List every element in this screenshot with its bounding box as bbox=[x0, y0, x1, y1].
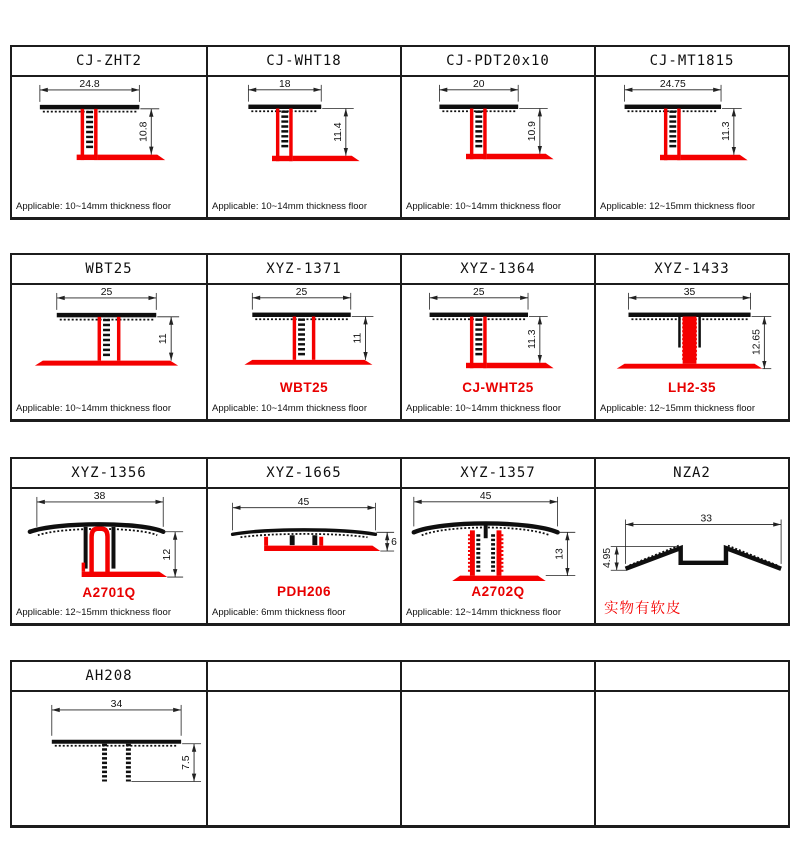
dimension-height bbox=[721, 109, 742, 155]
profile-drawing-cj-zht2 bbox=[12, 77, 206, 179]
table-2-body-row bbox=[12, 285, 788, 419]
top-cap bbox=[233, 530, 376, 537]
dimension-height bbox=[138, 109, 159, 155]
dimension-width bbox=[414, 491, 558, 527]
dimension-height bbox=[131, 744, 201, 782]
red-channel bbox=[82, 529, 168, 577]
product-name-header bbox=[206, 662, 400, 692]
width-value: 34 bbox=[110, 698, 123, 710]
red-base bbox=[264, 537, 380, 551]
empty-cell bbox=[594, 692, 788, 825]
product-cell-cj-wht18 bbox=[206, 77, 400, 217]
red-model-label: A2702Q bbox=[471, 584, 525, 600]
spec-table-3 bbox=[10, 457, 790, 626]
top-cap bbox=[40, 105, 139, 112]
red-model-label: PDH206 bbox=[276, 584, 332, 600]
applicable-text: Applicable: 12~15mm thickness floor bbox=[600, 403, 755, 414]
table-2-header-row bbox=[12, 255, 788, 285]
profile-drawing-cj-pdt20x10 bbox=[402, 77, 594, 178]
red-model-label: A2701Q bbox=[82, 584, 136, 600]
red-stem bbox=[678, 317, 701, 364]
legs bbox=[105, 744, 129, 782]
dimension-height bbox=[527, 317, 548, 363]
height-value: 6 bbox=[391, 537, 397, 549]
dimension-width bbox=[439, 79, 518, 102]
applicable-text: Applicable: 10~14mm thickness floor bbox=[212, 201, 367, 212]
product-name-header: AH208 bbox=[12, 662, 206, 692]
top-cap bbox=[252, 313, 350, 320]
height-value: 12.65 bbox=[751, 329, 763, 356]
dimension-width bbox=[57, 287, 156, 310]
product-name-header: CJ-PDT20x10 bbox=[400, 47, 594, 77]
red-model-label bbox=[12, 381, 206, 398]
table-4-body-row bbox=[12, 692, 788, 825]
profile-drawing-cj-wht18 bbox=[208, 77, 400, 178]
center-stem bbox=[484, 523, 488, 538]
profile-drawing-xyz-1357 bbox=[402, 489, 594, 590]
product-name-header: WBT25 bbox=[12, 255, 206, 285]
product-name-header: CJ-WHT18 bbox=[206, 47, 400, 77]
dimension-height bbox=[376, 532, 397, 551]
height-value: 12 bbox=[162, 548, 174, 561]
height-value: 11.3 bbox=[526, 329, 538, 349]
product-name-header: XYZ-1433 bbox=[594, 255, 788, 285]
spec-table-2 bbox=[10, 253, 790, 422]
product-name-header: XYZ-1356 bbox=[12, 459, 206, 489]
width-value: 20 bbox=[473, 78, 485, 90]
product-name-header: XYZ-1357 bbox=[400, 459, 594, 489]
black-inserts bbox=[478, 534, 493, 571]
red-model-label bbox=[12, 176, 206, 193]
height-value: 7.5 bbox=[181, 755, 193, 770]
height-value: 11.4 bbox=[332, 122, 344, 142]
red-note-text: 实物有软皮 bbox=[604, 601, 682, 617]
width-value: 24.75 bbox=[659, 78, 686, 90]
dimension-height bbox=[352, 317, 374, 360]
profile-drawing-cj-mt1815 bbox=[596, 77, 788, 178]
applicable-text: Applicable: 10~14mm thickness floor bbox=[16, 201, 171, 212]
top-cap bbox=[439, 105, 518, 112]
dimension-width bbox=[40, 79, 139, 102]
spec-table-4 bbox=[10, 660, 790, 828]
product-name-header: CJ-MT1815 bbox=[594, 47, 788, 77]
product-name-header: XYZ-1665 bbox=[206, 459, 400, 489]
applicable-text: Applicable: 10~14mm thickness floor bbox=[16, 403, 171, 414]
profile-drawing-xyz-1433 bbox=[596, 285, 788, 386]
product-cell-xyz-1357 bbox=[400, 489, 594, 623]
dimension-height bbox=[162, 532, 183, 577]
width-value: 35 bbox=[683, 286, 696, 298]
height-value: 11.3 bbox=[720, 121, 732, 141]
red-model-label: WBT25 bbox=[279, 380, 329, 396]
product-name-header: NZA2 bbox=[594, 459, 788, 489]
applicable-text: Applicable: 12~14mm thickness floor bbox=[406, 607, 561, 618]
product-cell-cj-mt1815 bbox=[594, 77, 788, 217]
product-cell-xyz-1433 bbox=[594, 285, 788, 419]
product-name-header: CJ-ZHT2 bbox=[12, 47, 206, 77]
dimension-width bbox=[37, 491, 163, 527]
dimension-height bbox=[322, 109, 354, 156]
red-model-label bbox=[208, 175, 400, 192]
top-cap bbox=[57, 313, 156, 320]
profile-drawing-xyz-1356 bbox=[12, 489, 206, 591]
empty-cell bbox=[400, 692, 594, 825]
width-value: 33 bbox=[700, 513, 713, 525]
product-cell-nza2 bbox=[594, 489, 788, 623]
dimension-width bbox=[430, 287, 528, 310]
top-cap bbox=[430, 313, 528, 320]
dimension-height bbox=[519, 109, 548, 154]
product-cell-xyz-1364 bbox=[400, 285, 594, 419]
product-cell-xyz-1665 bbox=[206, 489, 400, 623]
profile-drawing-xyz-1665 bbox=[208, 489, 400, 590]
dimension-width bbox=[52, 699, 181, 736]
red-model-label bbox=[596, 579, 788, 596]
applicable-text: Applicable: 12~15mm thickness floor bbox=[16, 607, 171, 618]
table-3-body-row bbox=[12, 489, 788, 623]
applicable-text: Applicable: 12~15mm thickness floor bbox=[600, 201, 755, 212]
black-clips bbox=[290, 535, 318, 545]
red-base bbox=[617, 364, 763, 369]
black-jaws bbox=[84, 527, 116, 569]
red-model-label bbox=[596, 175, 788, 192]
dimension-height bbox=[157, 317, 179, 361]
profile-drawing-wbt25 bbox=[12, 285, 206, 387]
top-cap bbox=[52, 740, 181, 746]
product-cell-ah208 bbox=[12, 692, 206, 825]
applicable-text bbox=[12, 809, 206, 825]
dimension-height bbox=[751, 317, 771, 369]
height-value: 10.8 bbox=[138, 121, 150, 142]
width-value: 25 bbox=[473, 286, 485, 298]
dimension-width bbox=[248, 79, 321, 102]
table-4-header-row bbox=[12, 662, 788, 692]
red-channel bbox=[452, 530, 546, 581]
profile-drawing-xyz-1364 bbox=[402, 285, 594, 386]
profile-drawing-ah208 bbox=[12, 692, 206, 794]
spec-table-1 bbox=[10, 45, 790, 220]
dimension-width bbox=[252, 287, 350, 310]
top-cap bbox=[248, 105, 321, 112]
profile-drawing-xyz-1371 bbox=[208, 285, 400, 386]
width-value: 45 bbox=[297, 496, 310, 508]
applicable-text: Applicable: 10~14mm thickness floor bbox=[212, 403, 367, 414]
height-value: 10.9 bbox=[526, 121, 538, 142]
profile-drawing-nza2 bbox=[596, 489, 788, 590]
width-value: 38 bbox=[93, 490, 106, 502]
table-3-header-row bbox=[12, 459, 788, 489]
product-cell-wbt25 bbox=[12, 285, 206, 419]
table-1-body-row bbox=[12, 77, 788, 217]
dimension-height bbox=[546, 532, 576, 575]
width-value: 25 bbox=[295, 286, 308, 298]
product-cell-xyz-1356 bbox=[12, 489, 206, 623]
width-value: 18 bbox=[279, 78, 291, 90]
red-model-label: CJ-WHT25 bbox=[462, 380, 534, 396]
empty-cell bbox=[206, 692, 400, 825]
dimension-width bbox=[628, 287, 750, 310]
dimension-width bbox=[233, 497, 376, 531]
red-model-label bbox=[12, 787, 206, 804]
height-value: 11 bbox=[352, 332, 364, 344]
product-name-header: XYZ-1371 bbox=[206, 255, 400, 285]
width-value: 25 bbox=[100, 286, 113, 298]
height-value: 13 bbox=[554, 548, 566, 560]
red-model-label bbox=[402, 175, 594, 192]
product-name-header bbox=[400, 662, 594, 692]
dimension-width bbox=[626, 513, 782, 563]
product-cell-xyz-1371 bbox=[206, 285, 400, 419]
product-name-header: XYZ-1364 bbox=[400, 255, 594, 285]
top-cap bbox=[625, 105, 721, 112]
product-cell-cj-pdt20x10 bbox=[400, 77, 594, 217]
product-cell-cj-zht2 bbox=[12, 77, 206, 217]
dimension-width bbox=[625, 79, 721, 102]
tray-profile bbox=[626, 546, 782, 569]
red-model-label: LH2-35 bbox=[667, 380, 716, 396]
height-value: 4.95 bbox=[601, 547, 613, 568]
width-value: 45 bbox=[479, 490, 492, 502]
product-name-header bbox=[594, 662, 788, 692]
applicable-text: Applicable: 10~14mm thickness floor bbox=[406, 201, 561, 212]
table-1-header-row bbox=[12, 47, 788, 77]
width-value: 24.8 bbox=[79, 78, 100, 90]
applicable-text: Applicable: 10~14mm thickness floor bbox=[406, 403, 561, 414]
applicable-text: Applicable: 6mm thickness floor bbox=[212, 607, 346, 618]
height-value: 11 bbox=[158, 333, 170, 345]
